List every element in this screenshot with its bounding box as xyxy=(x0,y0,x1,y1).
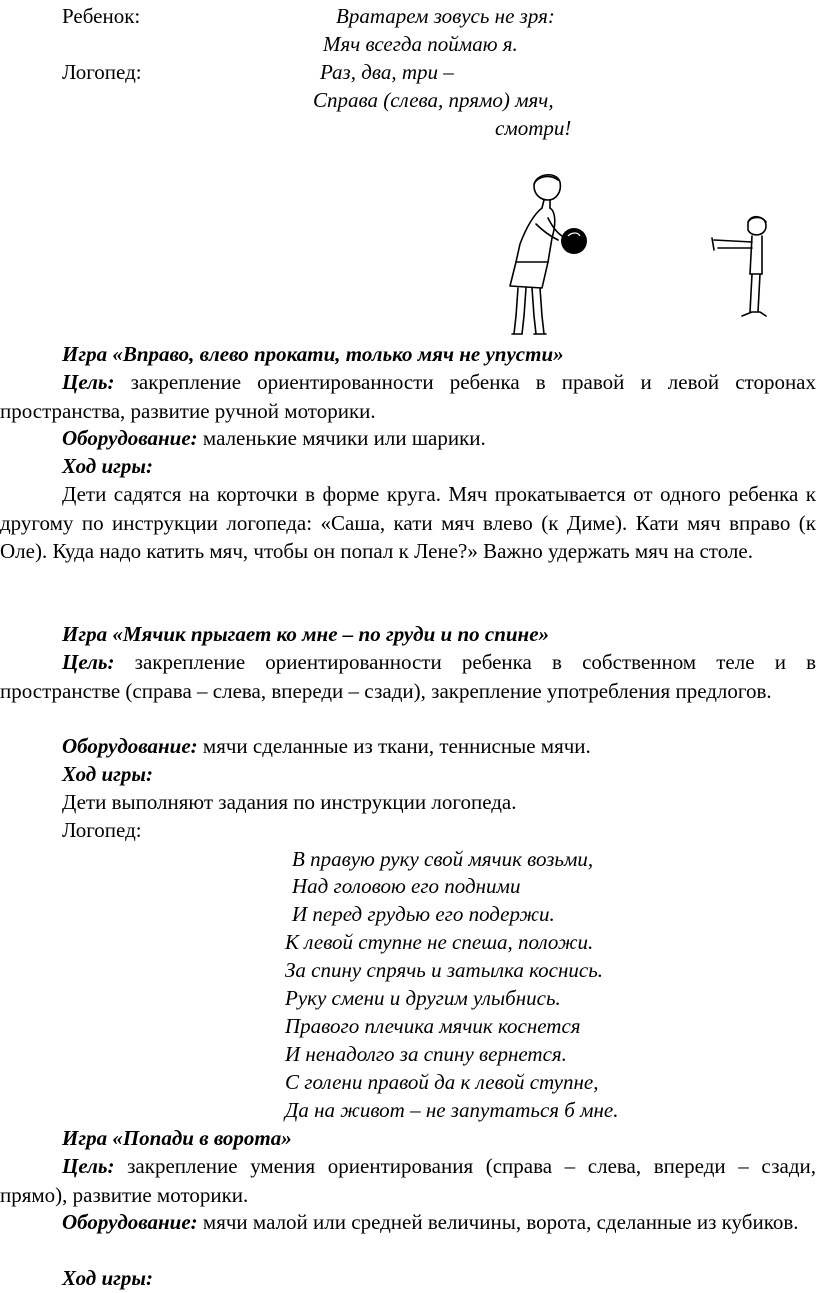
poem-line-2: Над головою его подними xyxy=(292,874,521,898)
ball-icon xyxy=(561,228,587,254)
poem-line-3: И перед грудью его подержи. xyxy=(292,902,555,926)
speech-label: Логопед: xyxy=(62,60,142,84)
game1-goal-label: Цель: xyxy=(62,370,115,394)
game1-course-label: Ход игры: xyxy=(62,454,153,478)
game2-equipment xyxy=(62,732,591,760)
poem-line-4: К левой ступне не спеша, положи. xyxy=(285,930,594,954)
game3-goal-label: Цель: xyxy=(62,1154,115,1178)
game2-goal-label: Цель: xyxy=(62,650,115,674)
game1-equipment xyxy=(62,424,486,452)
game1-title: Игра «Вправо, влево прокати, только мяч не упусти» xyxy=(62,342,564,366)
speech-line-3: смотри! xyxy=(495,116,572,140)
poem-line-7: Правого плечика мячик коснется xyxy=(285,1014,581,1038)
child-line-2: Мяч всегда поймаю я. xyxy=(323,32,518,56)
game3-equipment xyxy=(0,1208,816,1237)
poem-line-8: И ненадолго за спину вернется. xyxy=(285,1042,567,1066)
poem-line-10: Да на живот – не запутаться б мне. xyxy=(285,1098,619,1122)
game1-course-body: Дети садятся на корточки в форме круга. Мяч прокатывается от одного ребенка к другому по инструкции логопеда: «Саша, кати мяч влево (к Диме). Кати мяч вправо (к Оле). Куда надо катить мяч, чтобы он попал к Лене?» Важно удержать мяч на столе. xyxy=(0,482,816,564)
speech-line-2: Справа (слева, прямо) мяч, xyxy=(313,88,554,112)
game2-equip-text: мячи сделанные из ткани, теннисные мячи. xyxy=(202,734,591,758)
child-line-1: Вратарем зовусь не зря: xyxy=(336,4,555,28)
game3-title: Игра «Попади в ворота» xyxy=(62,1126,292,1150)
speech-line-1: Раз, два, три – xyxy=(320,60,454,84)
game2-course-text: Дети выполняют задания по инструкции логопеда. xyxy=(62,790,517,814)
game3-equip-label: Оборудование: xyxy=(62,1210,198,1234)
game2-goal xyxy=(0,648,816,705)
game3-equip-text: мячи малой или средней величины, ворота, сделанные из кубиков. xyxy=(202,1210,799,1234)
game2-speaker: Логопед: xyxy=(62,818,142,842)
game1-equip-text: маленькие мячики или шарики. xyxy=(202,426,486,450)
game2-goal-text: закрепление ориентированности ребенка в собственном теле и в пространстве (справа – слева, впереди – сзади), закрепление употребления предлогов. xyxy=(0,650,816,703)
poem-line-5: За спину спрячь и затылка коснись. xyxy=(285,958,604,982)
game2-course-label: Ход игры: xyxy=(62,762,153,786)
game1-course-text xyxy=(0,480,816,566)
game1-goal xyxy=(0,368,816,425)
game2-equip-label: Оборудование: xyxy=(62,734,198,758)
game2-title: Игра «Мячик прыгает ко мне – по груди и по спине» xyxy=(62,622,550,646)
game3-course-label: Ход игры: xyxy=(62,1266,153,1290)
poem-line-9: С голени правой да к левой ступне, xyxy=(285,1070,599,1094)
game3-goal-text: закрепление умения ориентирования (справа – слева, впереди – сзади, прямо), развитие моторики. xyxy=(0,1154,816,1207)
illustration-ball-game xyxy=(490,166,790,346)
game1-goal-text: закрепление ориентированности ребенка в правой и левой сторонах пространства, развитие ручной моторики. xyxy=(0,370,816,423)
poem-line-6: Руку смени и другим улыбнись. xyxy=(285,986,561,1010)
game3-goal xyxy=(0,1152,816,1209)
game1-equip-label: Оборудование: xyxy=(62,426,198,450)
child-label: Ребенок: xyxy=(62,4,141,28)
poem-line-1: В правую руку свой мячик возьми, xyxy=(292,847,594,871)
